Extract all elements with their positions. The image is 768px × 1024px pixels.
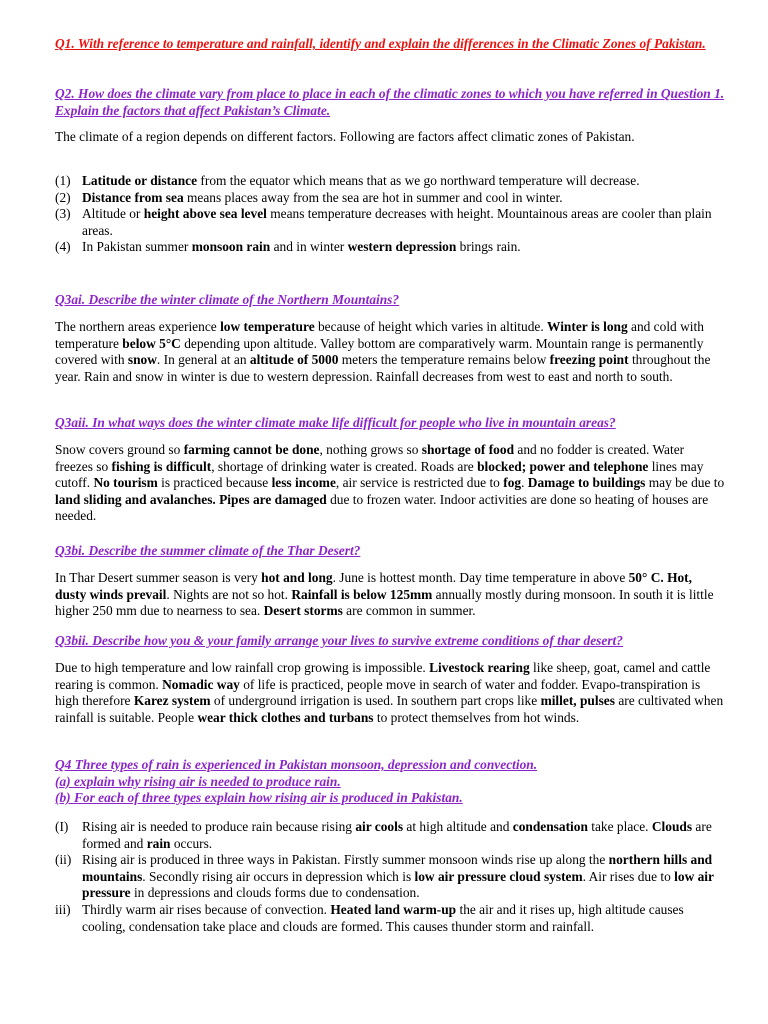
bold-term: snow: [127, 352, 157, 368]
q4-answer-list: [55, 819, 725, 935]
bold-term: low air pressure: [82, 868, 714, 901]
answer-3bii: [55, 660, 725, 726]
text-run: means places away from the sea are hot in summer and cool in winter.: [183, 189, 563, 205]
bold-term: below 5°C: [122, 335, 181, 351]
list-number: (ii): [55, 852, 72, 868]
text-run: in depressions and clouds forms due to condensation.: [130, 885, 420, 901]
text-run: from the equator which means that as we go northward temperature will decrease.: [197, 173, 640, 188]
bold-term: Damage to buildings: [527, 475, 646, 491]
text-run: Due to high temperature and low rainfall crop growing is impossible.: [55, 660, 430, 675]
text-run: of underground irrigation is used. In southern part crops like: [210, 693, 541, 709]
bold-term: condensation: [512, 819, 588, 834]
text-run: are formed and: [82, 819, 712, 851]
bold-term: freezing point: [549, 352, 629, 368]
text-run: to protect themselves from hot winds.: [373, 709, 580, 725]
list-item: [55, 206, 725, 239]
text-run: Thirdly warm air rises because of convection.: [82, 901, 331, 917]
text-run: are cultivated when rainfall is suitable. People: [55, 693, 724, 725]
question-4-line: Q4 Three types of rain is experienced in Pakistan monsoon, depression and convection.: [55, 757, 538, 772]
bold-term: Winter is long: [547, 319, 628, 334]
text-run: Rising air is produced in three ways in Pakistan. Firstly summer monsoon winds rise up along the: [82, 852, 609, 868]
text-run: is practiced because: [157, 475, 272, 491]
bold-term: monsoon rain: [191, 239, 271, 255]
list-item: [55, 190, 725, 207]
bold-term: blocked; power and telephone: [477, 458, 649, 474]
text-run: and no fodder is created. Water freezes so: [55, 442, 685, 474]
text-run: In Thar Desert summer season is very: [55, 570, 262, 585]
bold-term: Nomadic way: [162, 676, 240, 692]
text-run: due to frozen water. Indoor activities are done so heating of houses are needed.: [55, 491, 709, 524]
text-run: and cold with temperature: [55, 319, 704, 351]
question-2: Q2. How does the climate vary from place to place in each of the climatic zones to which you have referred in Question 1. Explain the factors that affect Pakistan’s Climate.: [55, 86, 725, 118]
question-4-line: (b) For each of three types explain how rising air is produced in Pakistan.: [55, 790, 463, 806]
text-run: throughout the year. Rain and snow in winter is due to western depression. Rainfall decreases from west to east and north to south.: [55, 352, 711, 384]
list-number: (I): [55, 819, 69, 834]
text-run: of life is practiced, people move in search of water and fodder. Evapo-transpiration is high therefore: [55, 676, 701, 709]
bold-term: less income: [271, 475, 336, 491]
list-number: (2): [55, 189, 71, 205]
bold-term: farming cannot be done: [183, 442, 320, 457]
list-item: [55, 852, 725, 902]
text-run: and in winter: [270, 239, 348, 255]
factors-list: [55, 173, 725, 256]
bold-term: No tourism: [93, 475, 158, 491]
q2-intro: The climate of a region depends on different factors. Following are factors affect climatic zones of Pakistan.: [55, 129, 635, 144]
bold-term: Desert storms: [263, 603, 343, 619]
bold-term: Rainfall is below 125mm: [291, 586, 433, 602]
list-item: [55, 173, 725, 190]
text-run: means temperature decreases with height. Mountainous areas are cooler than plain areas.: [82, 206, 712, 238]
list-number: (1): [55, 173, 71, 188]
question-3aii: Q3aii. In what ways does the winter climate make life difficult for people who live in mountain areas?: [55, 415, 616, 430]
bold-term: Livestock rearing: [429, 660, 530, 675]
text-run: .: [521, 475, 528, 491]
bold-term: low temperature: [220, 319, 315, 334]
bold-term: Karez system: [133, 693, 211, 709]
question-4-line: (a) explain why rising air is needed to produce rain.: [55, 773, 341, 789]
answer-3bi: [55, 570, 725, 620]
text-run: Altitude or: [82, 206, 144, 222]
bold-term: Clouds: [651, 819, 693, 834]
answer-3ai: [55, 319, 725, 385]
bold-term: fishing is difficult: [111, 458, 212, 474]
text-run: take place.: [587, 819, 652, 834]
question-3ai: Q3ai. Describe the winter climate of the Northern Mountains?: [55, 292, 400, 307]
bold-term: altitude of 5000: [249, 352, 339, 368]
text-run: the air and it rises up, high altitude causes cooling, condensation take place and clouds are formed. This causes thunder storm and rainfall.: [82, 901, 684, 934]
question-1: Q1. With reference to temperature and rainfall, identify and explain the differences in the Climatic Zones of Pakistan.: [55, 36, 706, 51]
bold-term: fog: [503, 475, 522, 491]
text-run: Rising air is needed to produce rain because rising: [82, 819, 356, 834]
text-run: occurs.: [170, 835, 213, 851]
text-run: The northern areas experience: [55, 319, 221, 334]
list-number: iii): [55, 901, 71, 917]
list-item: [55, 239, 725, 256]
bold-term: air cools: [355, 819, 404, 834]
text-run: , air service is restricted due to: [335, 475, 504, 491]
bold-term: rain: [146, 835, 171, 851]
text-run: . In general at an: [156, 352, 250, 368]
text-run: , nothing grows so: [319, 442, 422, 457]
text-run: Snow covers ground so: [55, 442, 184, 457]
list-item: [55, 902, 725, 935]
text-run: lines may cutoff.: [55, 458, 704, 491]
question-4: [55, 757, 725, 807]
bold-term: northern hills and mountains: [82, 852, 713, 884]
answer-3aii: [55, 442, 725, 525]
bold-term: low air pressure cloud system: [414, 868, 583, 884]
question-3bii: Q3bii. Describe how you & your family arrange your lives to survive extreme conditions of thar desert?: [55, 633, 623, 648]
text-run: , shortage of drinking water is created. Roads are: [211, 458, 478, 474]
bold-term: millet, pulses: [540, 693, 615, 709]
list-item: [55, 819, 725, 852]
text-run: at high altitude and: [403, 819, 513, 834]
bold-term: shortage of food: [421, 442, 515, 457]
text-run: because of height which varies in altitude.: [314, 319, 548, 334]
bold-term: Heated land warm-up: [330, 901, 457, 917]
bold-term: wear thick clothes and turbans: [197, 709, 374, 725]
bold-term: 50° C. Hot, dusty winds prevail: [55, 570, 692, 602]
text-run: . Nights are not so hot.: [166, 586, 292, 602]
text-run: are common in summer.: [342, 603, 476, 619]
bold-term: Latitude or distance: [82, 173, 198, 188]
question-3bi: Q3bi. Describe the summer climate of the Thar Desert?: [55, 543, 361, 558]
text-run: . Air rises due to: [582, 868, 675, 884]
text-run: . Secondly rising air occurs in depression which is: [142, 868, 415, 884]
text-run: depending upon altitude. Valley bottom are comparatively warm. Mountain range is permanently covered with: [55, 335, 704, 368]
bold-term: hot and long: [261, 570, 333, 585]
text-run: In Pakistan summer: [82, 239, 192, 255]
text-run: . June is hottest month. Day time temperature in above: [332, 570, 629, 585]
list-number: (3): [55, 206, 71, 222]
bold-term: western depression: [347, 239, 457, 255]
bold-term: land sliding and avalanches. Pipes are damaged: [55, 491, 327, 507]
list-number: (4): [55, 239, 71, 255]
bold-term: height above sea level: [143, 206, 267, 222]
text-run: like sheep, goat, camel and cattle rearing is common.: [55, 660, 711, 692]
text-run: may be due to: [645, 475, 725, 491]
bold-term: Distance from sea: [82, 189, 184, 205]
text-run: brings rain.: [456, 239, 521, 255]
text-run: annually mostly during monsoon. In south it is little higher 250 mm due to nearness to sea.: [55, 586, 714, 619]
text-run: meters the temperature remains below: [338, 352, 550, 368]
